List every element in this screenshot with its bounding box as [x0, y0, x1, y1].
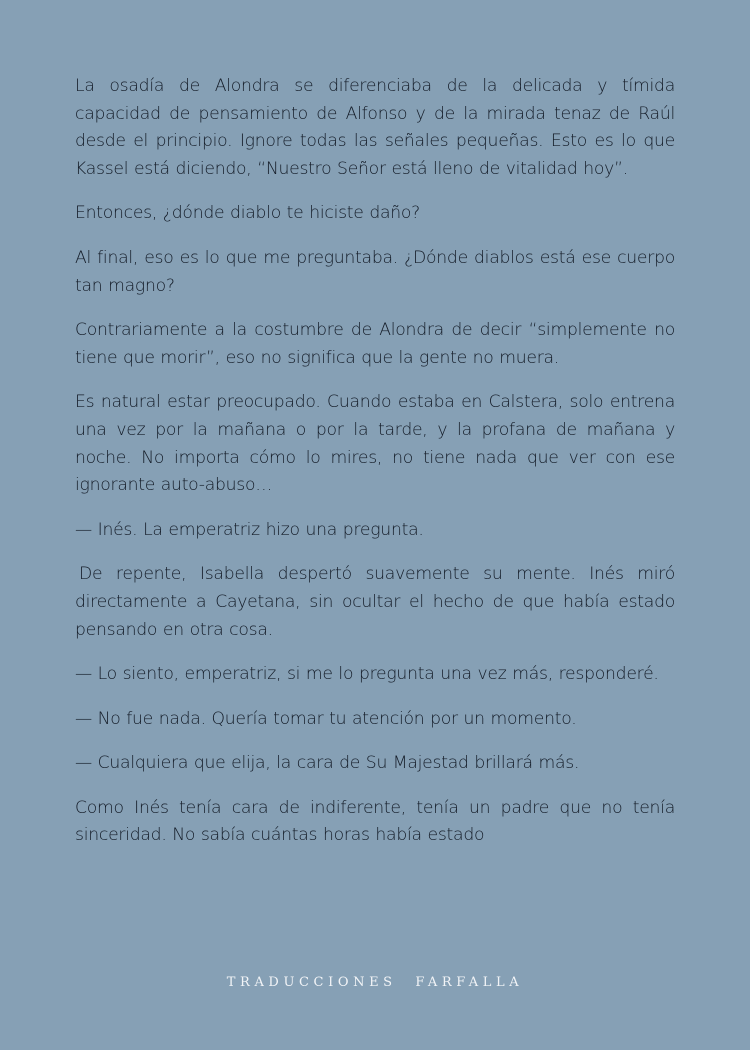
paragraph-6: De repente, Isabella despertó suavemente su mente. Inés miró directamente a Cayetana, sin ocultar el hecho de que había estado pensando en otra cosa.: [75, 564, 675, 640]
paragraph-7: Como Inés tenía cara de indiferente, tenía un padre que no tenía sinceridad. No sabía cuántas horas había estado: [75, 797, 675, 846]
paragraph-5: Es natural estar preocupado. Cuando estaba en Calstera, solo entrena una vez por la mañana o por la tarde, y la profana de mañana y noche. No importa cómo lo mires, no tiene nada que ver con ese ignorante auto-abuso…: [75, 392, 675, 496]
dialogue-line-3: — No fue nada. Quería tomar tu atención por un momento.: [75, 708, 577, 729]
paragraph-4: Contrariamente a la costumbre de Alondra de decir “simplemente no tiene que morir”, eso no significa que la gente no muera.: [75, 320, 675, 368]
paragraph-1: La osadía de Alondra se diferenciaba de la delicada y tímida capacidad de pensamiento de Alfonso y de la mirada tenaz de Raúl desde el principio. Ignore todas las señales pequeñas. Esto es lo que Kassel está diciendo, “Nuestro Señor está lleno de vitalidad hoy”.: [75, 76, 675, 179]
paragraph-3: Al final, eso es lo que me preguntaba. ¿Dónde diablos está ese cuerpo tan magno?: [75, 247, 675, 296]
footer-credit: TRADUCCIONES FARFALLA: [226, 975, 524, 990]
paragraph-2: Entonces, ¿dónde diablo te hiciste daño?: [75, 203, 421, 224]
dialogue-line-2: — Lo siento, emperatriz, si me lo pregunta una vez más, responderé.: [75, 664, 659, 685]
page-body: [75, 73, 675, 867]
dialogue-line-1: — Inés. La emperatriz hizo una pregunta.: [75, 519, 424, 540]
dialogue-line-4: — Cualquiera que elija, la cara de Su Majestad brillará más.: [75, 753, 580, 774]
